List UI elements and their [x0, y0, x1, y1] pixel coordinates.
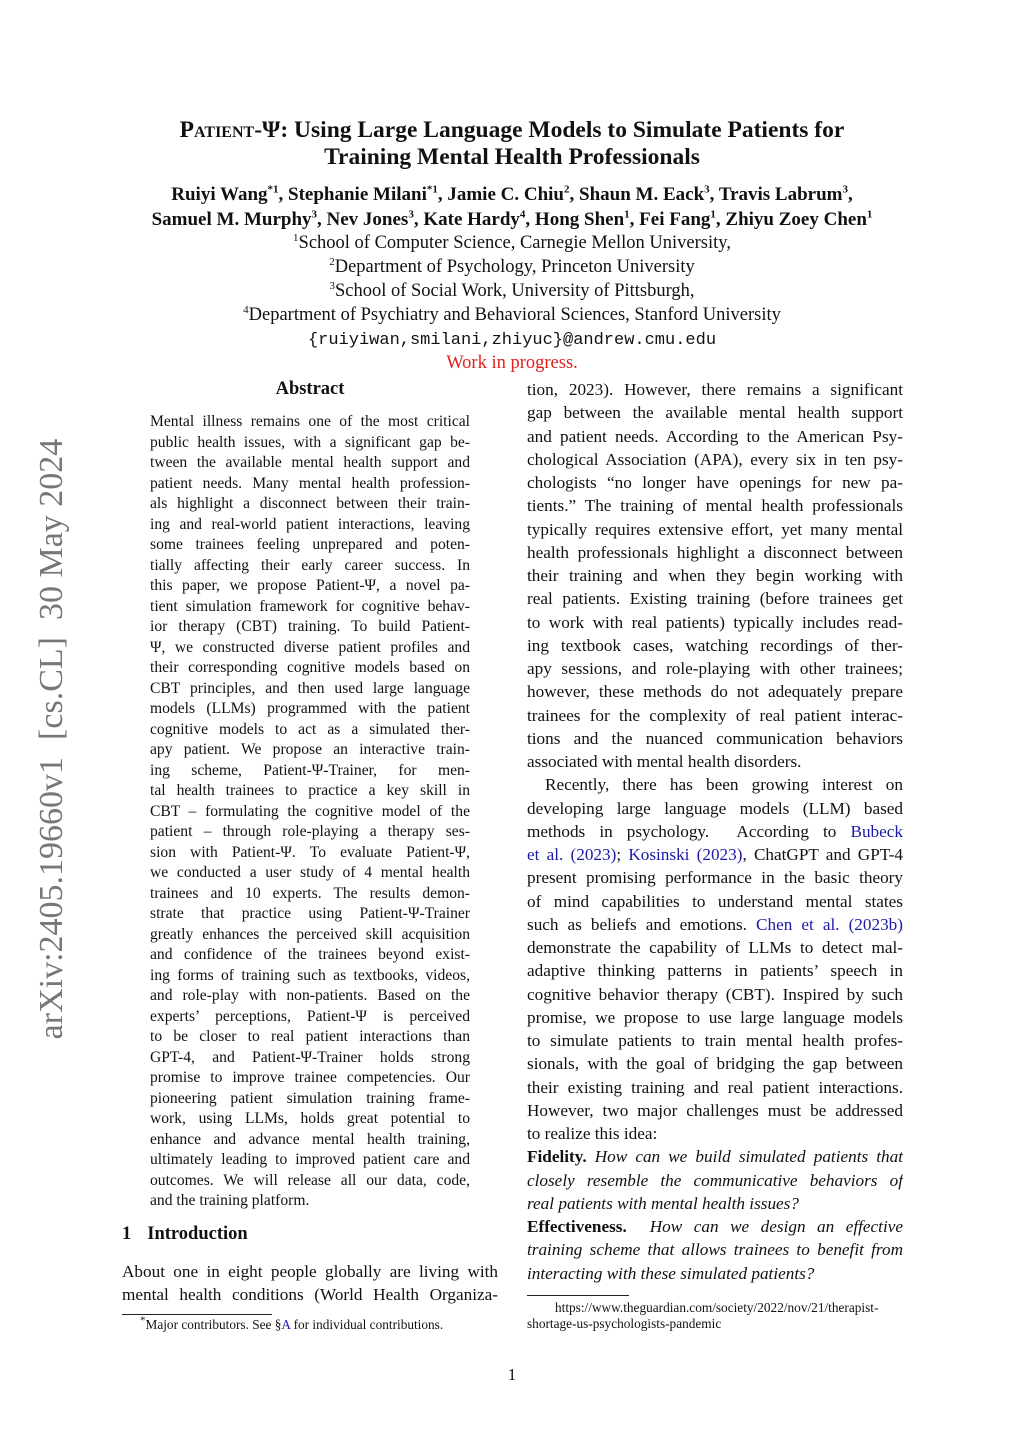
author-name: Ruiyi Wang — [171, 184, 268, 205]
section-title: Introduction — [147, 1224, 248, 1244]
text-line — [527, 1145, 903, 1168]
text-line: trainees for the complexity of real patient interac- — [527, 705, 903, 725]
contact-email — [0, 327, 1024, 353]
footnote-url-line-2[interactable]: shortage-us-psychologists-pandemic — [527, 1316, 722, 1331]
author-list — [0, 182, 1024, 232]
text-segment: ; — [616, 845, 629, 864]
text-segment: closely resemble the communicative behaviors of — [527, 1170, 903, 1190]
affiliation-number: 2 — [329, 255, 335, 268]
text-line: promise, we propose to use large language models — [527, 1007, 903, 1027]
text-line: demonstrate the capability of LLMs to detect mal- — [527, 938, 903, 957]
text-line: cognitive behavior therapy (CBT). Inspired by such — [527, 984, 903, 1004]
text-line: ing forms of training such as textbooks, videos, — [150, 966, 470, 984]
footnote-url-line-1[interactable]: https://www.theguardian.com/society/2022/nov/21/therapist- — [555, 1300, 879, 1315]
author-name: Fei Fang — [639, 209, 711, 230]
author-name: Travis Labrum — [718, 184, 843, 205]
appendix-link[interactable]: A — [281, 1317, 291, 1332]
text-line: tient simulation framework for cognitive behav- — [150, 597, 470, 615]
section-heading-introduction — [122, 1224, 248, 1245]
footnote-rule-right — [527, 1295, 629, 1296]
text-line: mental health conditions (World Health Organiza- — [122, 1285, 498, 1305]
text-line: ultimately leading to improved patient care and — [150, 1151, 470, 1168]
author-affiliation-mark: 3 — [311, 208, 318, 221]
author-name: Stephanie Milani — [288, 184, 427, 205]
text-segment: methods in psychology. According to — [527, 821, 851, 841]
author-name: Shaun M. Eack — [579, 184, 705, 205]
affiliation-text: School of Computer Science, Carnegie Mellon University, — [298, 233, 731, 253]
author-name: Hong Shen — [534, 209, 625, 230]
abstract-heading: Abstract — [275, 379, 345, 399]
text-line: their training and when they begin working with — [527, 566, 903, 585]
text-line: to be closer to real patient interactions than — [150, 1028, 470, 1045]
text-line: present promising performance in the basic theory — [527, 868, 903, 888]
text-line: this paper, we propose Patient-Ψ, a novel pa- — [150, 577, 470, 594]
text-line: apy sessions, and role-playing with other trainees; — [527, 659, 903, 678]
text-line: ing textbook cases, watching recordings of ther- — [527, 635, 903, 655]
text-line — [527, 913, 903, 936]
author-name: Kate Hardy — [423, 209, 520, 230]
affiliation-text: Department of Psychology, Princeton University — [334, 257, 695, 277]
text-line: typically requires extensive effort, yet many mental — [527, 519, 903, 539]
status-note: Work in progress. — [446, 353, 578, 373]
paper-title — [0, 117, 1024, 171]
text-line: pioneering patient simulation training frame- — [150, 1089, 470, 1107]
text-line: enhance and advance mental health training, — [150, 1130, 470, 1148]
text-line — [527, 1262, 903, 1285]
text-segment: training scheme that allows trainees to benefit from — [527, 1240, 903, 1260]
title-line-1: : Using Large Language Models to Simulate Patients for — [280, 117, 845, 143]
affiliation — [0, 303, 1024, 327]
affiliation-text: School of Social Work, University of Pittsburgh, — [334, 281, 695, 301]
text-line: Mental illness remains one of the most critical — [150, 413, 470, 430]
text-segment: such as beliefs and emotions. — [527, 914, 757, 934]
page-number: 1 — [507, 1365, 517, 1384]
text-line: tween the available mental health support and — [150, 454, 470, 471]
citation-link[interactable]: et al. (2023) — [527, 845, 617, 864]
text-line: adaptive thinking patterns in patients’ speech in — [527, 961, 903, 981]
citation-link[interactable]: Kosinski (2023) — [628, 845, 743, 864]
text-line: About one in eight people globally are living with — [122, 1262, 498, 1281]
text-line: to work with real patients) typically includes read- — [527, 612, 903, 632]
text-line — [527, 1215, 903, 1238]
text-line: Ψ, we constructed diverse patient profiles and — [150, 638, 470, 656]
text-line: and patient needs. According to the American Psy- — [527, 426, 903, 446]
affiliation — [0, 255, 1024, 279]
text-line: associated with mental health disorders. — [527, 752, 802, 771]
text-line: CBT – formulating the cognitive model of the — [150, 802, 470, 820]
author-affiliation-mark: 3 — [408, 208, 414, 221]
text-line: ing scheme, Patient-Ψ-Trainer, for men- — [150, 761, 470, 779]
text-line: to simulate patients to train mental health profes- — [527, 1031, 903, 1050]
affiliations — [0, 231, 1024, 327]
text-line — [527, 1192, 903, 1215]
affiliation — [0, 279, 1024, 303]
text-line — [527, 843, 903, 866]
affiliation-number: 3 — [329, 279, 335, 292]
text-line: ing and real-world patient interactions, leaving — [150, 515, 470, 533]
text-line: and the training platform. — [150, 1192, 310, 1209]
text-line: cognitive models to act as a simulated ther- — [150, 720, 470, 738]
text-line: tal health trainees to practice a key skill in — [150, 782, 470, 799]
section-number: 1 — [122, 1224, 132, 1244]
title-line-2: Training Mental Health Professionals — [324, 144, 700, 170]
authors-line-1: Ruiyi Wang$^{*1}$, Stephanie Milani$^{*1}$, Jamie C. Chiu$^2$, Shaun M. Eack$^3$, Travis Labrum$^3$, — [171, 183, 853, 205]
author-affiliation-mark: 3 — [704, 183, 710, 196]
text-line: als highlight a disconnect between their train- — [150, 495, 470, 512]
text-line: experts’ perceptions, Patient-Ψ is perceived — [150, 1007, 470, 1025]
system-name: Patient-Ψ — [179, 117, 281, 143]
text-line: gap between the available mental health support — [527, 403, 903, 423]
arxiv-stamp[interactable]: arXiv:2405.19660v1 [cs.CL] 30 May 2024 — [33, 438, 70, 1040]
text-line: chologists “no longer have openings for new pa- — [527, 473, 903, 492]
text-line: of mind capabilities to understand mental states — [527, 891, 903, 911]
introduction-body-left — [122, 1260, 498, 1306]
author-affiliation-mark: *1 — [267, 183, 279, 196]
bold-lead-in: Effectiveness. — [527, 1217, 650, 1236]
text-line: and role-play with non-patients. Based on the — [150, 987, 470, 1004]
author-affiliation-mark: 1 — [624, 208, 630, 221]
citation-link[interactable]: Bubeck — [850, 821, 903, 841]
footnote-text: Major contributors. See § — [145, 1317, 282, 1332]
author-affiliation-mark: 4 — [519, 208, 526, 221]
email-text: {ruiyiwan,smilani,zhiyuc}@andrew.cmu.edu — [307, 331, 717, 350]
text-line: tients.” The training of mental health professionals — [527, 496, 903, 516]
text-line: developing large language models (LLM) based — [527, 798, 903, 818]
author-affiliation-mark: 1 — [710, 208, 716, 221]
text-line: tion, 2023). However, there remains a significant — [527, 380, 903, 399]
author-name: Samuel M. Murphy — [151, 209, 312, 230]
text-line — [527, 820, 903, 843]
text-line: health professionals highlight a disconnect between — [527, 542, 903, 562]
text-line: GPT-4, and Patient-Ψ-Trainer holds strong — [150, 1048, 470, 1066]
footnote-mark: * — [140, 1314, 146, 1327]
text-line: patient needs. Many mental health profession- — [150, 474, 470, 492]
text-line: and confidence of the trainees beyond exist- — [150, 946, 470, 963]
text-line: however, these methods do not adequately prepare — [527, 682, 903, 702]
footnote-url — [527, 1300, 927, 1332]
text-line: strate that practice using Patient-Ψ-Trainer — [150, 905, 470, 922]
text-segment: How can we build simulated patients that — [594, 1147, 903, 1167]
text-segment: interacting with these simulated patients? — [527, 1263, 815, 1283]
text-line: CBT principles, and then used large language — [150, 679, 470, 697]
text-line — [527, 1238, 903, 1261]
text-line: sionals, with the goal of bridging the gap between — [527, 1054, 903, 1074]
author-affiliation-mark: 2 — [564, 183, 570, 196]
affiliation-number: 1 — [293, 231, 299, 244]
bold-lead-in: Fidelity. — [527, 1147, 595, 1167]
text-line: models (LLMs) programmed with the patient — [150, 700, 470, 717]
author-affiliation-mark: 3 — [842, 183, 848, 196]
abstract-body — [150, 412, 470, 1212]
text-line: we conducted a user study of 4 mental health — [150, 864, 470, 881]
text-line: tions and the nuanced communication behaviors — [527, 728, 903, 748]
text-segment: , ChatGPT and GPT-4 — [742, 845, 903, 864]
author-name: Zhiyu Zoey Chen — [725, 209, 867, 230]
footnote-text-rest: for individual contributions. — [290, 1317, 444, 1332]
text-line: their existing training and real patient interactions. — [527, 1077, 903, 1097]
text-line: apy patient. We propose an interactive train- — [150, 741, 470, 758]
footnote-contributors — [140, 1314, 444, 1333]
text-line: outcomes. We will release all our data, code, — [150, 1171, 470, 1189]
affiliation-number: 4 — [243, 303, 249, 316]
text-line: sion with Patient-Ψ. To evaluate Patient-Ψ, — [150, 843, 470, 861]
text-line: promise to improve trainee competencies. Our — [150, 1069, 470, 1086]
text-line: tially affecting their early career success. In — [150, 556, 470, 574]
author-affiliation-mark: 1 — [866, 208, 873, 221]
text-line: However, two major challenges must be addressed — [527, 1100, 903, 1120]
text-line — [527, 1169, 903, 1192]
author-affiliation-mark: *1 — [426, 183, 438, 196]
affiliation-text: Department of Psychiatry and Behavioral Sciences, Stanford University — [248, 305, 781, 325]
text-line: Recently, there has been growing interest on — [545, 775, 903, 795]
text-line: patient – through role-playing a therapy ses- — [150, 823, 470, 840]
text-line: some trainees feeling unprepared and poten- — [150, 536, 470, 553]
affiliation — [0, 231, 1024, 255]
text-line: ior therapy (CBT) training. To build Patient- — [150, 618, 470, 635]
text-line: their corresponding cognitive models based on — [150, 659, 470, 676]
text-segment: How can we design an effective — [649, 1217, 903, 1236]
authors-line-2: Samuel M. Murphy$^3$, Nev Jones$^3$, Kate Hardy$^4$, Hong Shen$^1$, Fei Fang$^1$, Zhiyu Zoey Chen$^1$ — [151, 208, 873, 230]
text-line: greatly enhances the perceived skill acquisition — [150, 925, 470, 943]
text-line: trainees and 10 experts. The results demon- — [150, 884, 470, 902]
text-segment: real patients with mental health issues? — [527, 1193, 799, 1213]
author-name: Jamie C. Chiu — [447, 184, 565, 205]
text-line: work, using LLMs, holds great potential to — [150, 1110, 470, 1127]
introduction-body-right — [527, 378, 903, 1285]
text-line: chological Association (APA), every six in ten psy- — [527, 449, 903, 469]
text-line: to realize this idea: — [527, 1124, 658, 1143]
text-line: public health issues, with a significant gap be- — [150, 433, 470, 451]
citation-link[interactable]: Chen et al. (2023b) — [756, 914, 903, 934]
text-line: real patients. Existing training (before trainees get — [527, 589, 903, 609]
author-name: Nev Jones — [326, 209, 409, 230]
